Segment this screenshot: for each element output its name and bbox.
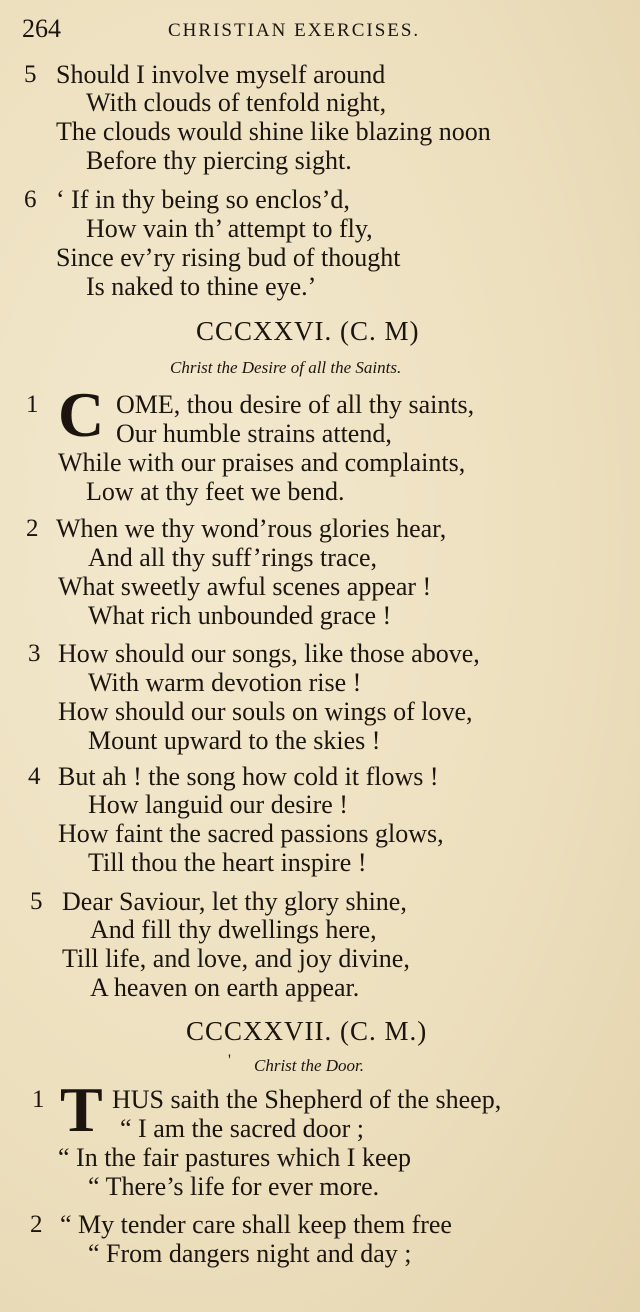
hymn-title: CCCXXVI. (C. M): [196, 316, 420, 346]
hymn-subtitle: Christ the Door.: [254, 1056, 365, 1075]
verse-line: “ My tender care shall keep them free: [60, 1210, 452, 1239]
hymn-title: CCCXXVII. (C. M.): [186, 1016, 428, 1046]
stanza-number: 2: [26, 515, 39, 542]
verse-line: Should I involve myself around: [56, 60, 386, 89]
verse-line: But ah ! the song how cold it flows !: [58, 762, 439, 791]
verse-line: How vain th’ attempt to fly,: [86, 214, 373, 243]
stanza-number: 1: [32, 1086, 45, 1113]
verse-line: And fill thy dwellings here,: [90, 915, 377, 944]
verse-line: Till thou the heart inspire !: [88, 848, 367, 877]
verse-line: With clouds of tenfold night,: [86, 88, 387, 117]
drop-cap: C: [58, 379, 105, 450]
page-number: 264: [22, 14, 61, 43]
hymn-subtitle: Christ the Desire of all the Saints.: [170, 358, 402, 377]
verse-line: “ There’s life for ever more.: [88, 1172, 380, 1201]
drop-cap: T: [60, 1074, 103, 1145]
verse-line: A heaven on earth appear.: [90, 973, 360, 1002]
verse-line: When we thy wond’rous glories hear,: [56, 514, 447, 543]
verse-line: And all thy suff’rings trace,: [88, 543, 378, 572]
verse-line: What sweetly awful scenes appear !: [58, 572, 432, 601]
running-title: CHRISTIAN EXERCISES.: [168, 20, 421, 41]
ink-mark: ': [228, 1052, 231, 1069]
verse-line: How should our souls on wings of love,: [58, 697, 473, 726]
verse-line: While with our praises and complaints,: [58, 448, 466, 477]
verse-line: With warm devotion rise !: [88, 668, 362, 697]
verse-line: Is naked to thine eye.’: [86, 272, 317, 301]
verse-line: How should our songs, like those above,: [58, 639, 480, 668]
verse-line: Since ev’ry rising bud of thought: [56, 243, 401, 272]
verse-line: Low at thy feet we bend.: [86, 477, 345, 506]
verse-line: What rich unbounded grace !: [88, 601, 392, 630]
verse-line: Mount upward to the skies !: [88, 726, 381, 755]
stanza-number: 3: [28, 640, 41, 667]
stanza-number: 2: [30, 1211, 43, 1238]
stanza-number: 1: [26, 391, 39, 418]
stanza-number: 4: [28, 763, 41, 790]
verse-line: Till life, and love, and joy divine,: [62, 944, 410, 973]
page-header: [22, 14, 630, 48]
stanza-number: 5: [30, 888, 43, 915]
verse-line: “ I am the sacred door ;: [120, 1114, 365, 1143]
verse-line: The clouds would shine like blazing noon: [56, 117, 491, 146]
stanza-number: 5: [24, 61, 37, 88]
verse-line: “ In the fair pastures which I keep: [58, 1143, 412, 1172]
verse-line: Before thy piercing sight.: [86, 146, 352, 175]
verse-line: Dear Saviour, let thy glory shine,: [62, 887, 407, 916]
verse-line: How faint the sacred passions glows,: [58, 819, 444, 848]
verse-line: Our humble strains attend,: [116, 419, 392, 448]
stanza-number: 6: [24, 186, 37, 213]
verse-line: How languid our desire !: [88, 790, 348, 819]
verse-line: OME, thou desire of all thy saints,: [116, 390, 475, 419]
verse-line: HUS saith the Shepherd of the sheep,: [112, 1085, 502, 1114]
verse-line: ‘ If in thy being so enclos’d,: [56, 185, 350, 214]
verse-line: “ From dangers night and day ;: [88, 1239, 412, 1268]
